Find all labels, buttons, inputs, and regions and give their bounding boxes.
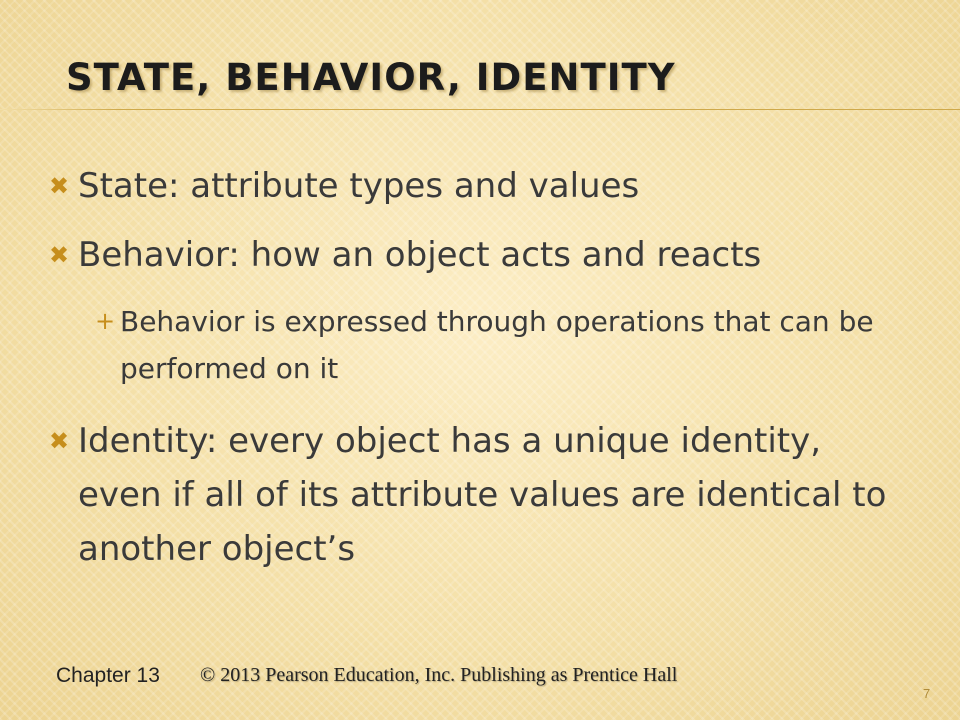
x-mark-icon: ✖ <box>48 241 70 269</box>
x-mark-icon: ✖ <box>48 427 70 455</box>
bullet-description: every object has a unique identity, even if all of its attribute values are identical to another object’s <box>78 421 887 569</box>
bullet-term: State: <box>78 166 180 206</box>
x-mark-icon: ✖ <box>48 172 70 200</box>
subbullet-behavior-operations <box>0 298 880 392</box>
bullet-text <box>78 233 918 277</box>
chapter-label: Chapter 13 <box>56 664 160 687</box>
bullet-term: Behavior: <box>78 235 240 275</box>
copyright-notice: © 2013 Pearson Education, Inc. Publishing as Prentice Hall <box>200 664 678 686</box>
bullet-term: Identity: <box>78 421 218 461</box>
bullet-text <box>78 414 898 576</box>
slide-title: STATE, BEHAVIOR, IDENTITY <box>66 56 676 99</box>
subbullet-text: Behavior is expressed through operations that can be performed on it <box>120 305 874 385</box>
page-number: 7 <box>923 686 931 701</box>
bullet-state <box>0 164 918 208</box>
bullet-text <box>78 164 918 208</box>
bullet-description: attribute types and values <box>179 166 640 206</box>
footer <box>0 664 960 704</box>
plus-icon: + <box>94 307 116 335</box>
bullet-identity <box>0 414 898 576</box>
bullet-behavior <box>0 233 918 277</box>
bullet-description: how an object acts and reacts <box>239 235 762 275</box>
